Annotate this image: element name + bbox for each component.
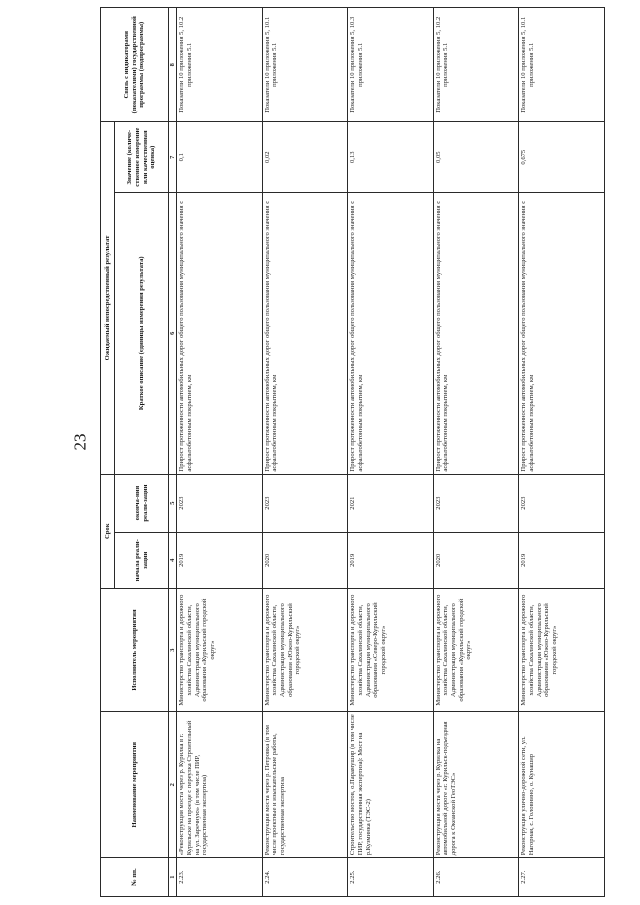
indicator-link: Показатели 10 приложения 5, 10.2 приложения 5.1 (433, 8, 519, 122)
column-index: 8 (169, 8, 177, 122)
result-value: 0,675 (519, 122, 605, 192)
table-row (519, 8, 605, 897)
end-year: 2023 (177, 474, 263, 532)
start-year: 2019 (348, 532, 434, 588)
indicator-link: Показатели 10 приложения 5, 10.1 приложения 5.1 (519, 8, 605, 122)
end-year: 2021 (348, 474, 434, 532)
indicator-link: Показатели 10 приложения 5, 10.3 приложения 5.1 (348, 8, 434, 122)
activity-name: Реконструкция улично-дорожной сети, ул. Нагорная, с. Головнино, о. Кунашир (519, 712, 605, 858)
activity-name: Строительство мостов, о.Парамушир (в том числе ПИР, государственная экспертиза): Мост на р.Кузминка (ТЭС-2) (348, 712, 434, 858)
row-number: 2.23. (177, 858, 263, 897)
indicator-link: Показатели 10 приложения 5, 10.2 приложения 5.1 (177, 8, 263, 122)
header-value: Значение (количе-ственное измерение или качественная оценка) (115, 122, 169, 192)
executor: Министерство транспорта и дорожного хозяйства Сахалинской области, Администрация муниципального образования «Южно-Курильский городской округ» (519, 588, 605, 711)
column-index: 6 (169, 192, 177, 474)
start-year: 2020 (433, 532, 519, 588)
result-description: Прирост протяженности автомобильных дорог общего пользования муниципального значения с асфальтобетонным покрытием, км (433, 192, 519, 474)
end-year: 2023 (262, 474, 348, 532)
result-description: Прирост протяженности автомобильных дорог общего пользования муниципального значения с асфальтобетонным покрытием, км (262, 192, 348, 474)
row-number: 2.27. (519, 858, 605, 897)
executor: Министерство транспорта и дорожного хозяйства Сахалинской области, Администрация муниципального образования «Южно-Курильский городской округ» (262, 588, 348, 711)
table-row (433, 8, 519, 897)
header-desc: Краткое описание (единицы измерения результата) (115, 192, 169, 474)
result-description: Прирост протяженности автомобильных дорог общего пользования муниципального значения с асфальтобетонным покрытием, км (177, 192, 263, 474)
row-number: 2.24. (262, 858, 348, 897)
row-number: 2.26. (433, 858, 519, 897)
header-start: начала реали-зации (115, 532, 169, 588)
start-year: 2019 (177, 532, 263, 588)
column-index: 5 (169, 474, 177, 532)
result-value: 0,13 (348, 122, 434, 192)
result-description: Прирост протяженности автомобильных дорог общего пользования муниципального значения с асфальтобетонным покрытием, км (519, 192, 605, 474)
header-link: Связь с индикаторами (показателями) государственной программы (подпрограммы) (101, 8, 169, 122)
column-index: 2 (169, 712, 177, 858)
activities-table (100, 7, 605, 897)
column-index-row (169, 8, 177, 897)
end-year: 2023 (433, 474, 519, 532)
column-index: 4 (169, 532, 177, 588)
table-row (262, 8, 348, 897)
header-num: № пп. (101, 858, 169, 897)
header-result: Ожидаемый непосредственный результат (101, 122, 115, 474)
table-row (177, 8, 263, 897)
activity-name: «Реконструкция моста через р. Курилка в г. Курильске на проезде с переулка Строительный на ул. Заречную» (в том числе ПИР, государственная экспертиза) (177, 712, 263, 858)
end-year: 2023 (519, 474, 605, 532)
column-index: 3 (169, 588, 177, 711)
start-year: 2020 (262, 532, 348, 588)
start-year: 2019 (519, 532, 605, 588)
header-name: Наименование мероприятия (101, 712, 169, 858)
executor: Министерство транспорта и дорожного хозяйства Сахалинской области, Администрация муниципального образования «Курильский городской округ» (177, 588, 263, 711)
executor: Министерство транспорта и дорожного хозяйства Сахалинской области, Администрация муниципального образования «Северо-Курильский городской округ» (348, 588, 434, 711)
column-index: 1 (169, 858, 177, 897)
header-executor: Исполнитель мероприятия (101, 588, 169, 711)
column-index: 7 (169, 122, 177, 192)
rotated-table-container (100, 7, 605, 897)
result-value: 0,1 (177, 122, 263, 192)
activity-name: Реконструкция моста через р. Курилка на автомобильной дороге «г. Курильск-подъездная дорога к Океанской ГеоТЭС» (433, 712, 519, 858)
result-value: 0,02 (262, 122, 348, 192)
executor: Министерство транспорта и дорожного хозяйства Сахалинской области, Администрация муниципального образования «Курильский городской округ» (433, 588, 519, 711)
result-value: 0,05 (433, 122, 519, 192)
page-number: 23 (70, 433, 90, 451)
header-term: Срок (101, 474, 115, 588)
indicator-link: Показатели 10 приложения 5, 10.1 приложения 5.1 (262, 8, 348, 122)
activity-name: Реконструкция моста через р. Петровка (в том числе проектные и изыскательские работы, государственная экспертиза (262, 712, 348, 858)
row-number: 2.25. (348, 858, 434, 897)
result-description: Прирост протяженности автомобильных дорог общего пользования муниципального значения с асфальтобетонным покрытием, км (348, 192, 434, 474)
table-row (348, 8, 434, 897)
header-end: оконча-ния реали-зации (115, 474, 169, 532)
